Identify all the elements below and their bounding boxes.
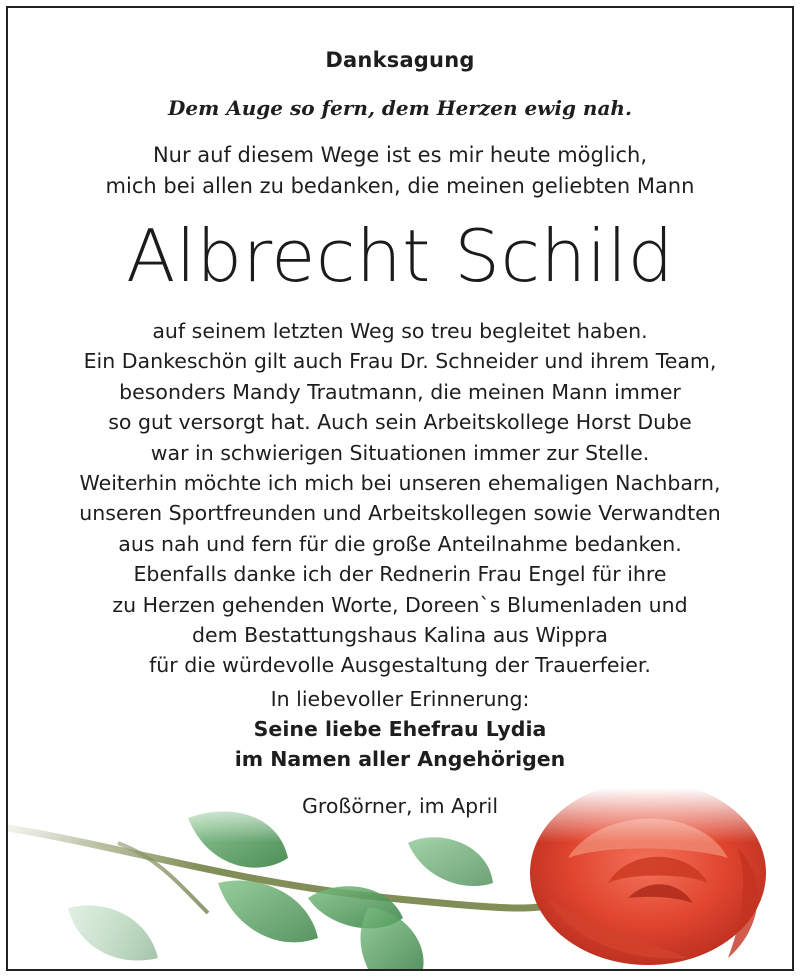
- body-line: besonders Mandy Trautmann, die meinen Mann immer: [119, 379, 681, 404]
- family-line: im Namen aller Angehörigen: [234, 747, 566, 771]
- place-date: Großörner, im April: [301, 794, 499, 818]
- thank-you-text: [8, 316, 792, 681]
- body-line: so gut versorgt hat. Auch sein Arbeitskollege Horst Dube: [108, 410, 692, 435]
- body-line: für die würdevolle Ausgestaltung der Trauerfeier.: [149, 653, 651, 678]
- body-line: Weiterhin möchte ich mich bei unseren ehemaligen Nachbarn,: [79, 471, 721, 496]
- deceased-name: Albrecht Schild: [126, 214, 674, 298]
- notice-motto: Dem Auge so fern, dem Herzen ewig nah.: [168, 96, 632, 120]
- body-line: war in schwierigen Situationen immer zur Stelle.: [150, 440, 650, 465]
- body-line: dem Bestattungshaus Kalina aus Wippra: [192, 623, 608, 648]
- remembrance-line: In liebevoller Erinnerung:: [270, 687, 530, 711]
- body-line: Ein Dankeschön gilt auch Frau Dr. Schneider und ihrem Team,: [83, 349, 717, 374]
- intro-line: mich bei allen zu bedanken, die meinen geliebten Mann: [105, 174, 695, 198]
- intro-text: [8, 140, 792, 202]
- body-line: zu Herzen gehenden Worte, Doreen`s Blumenladen und: [112, 592, 688, 617]
- obituary-notice: [6, 6, 794, 971]
- body-line: auf seinem letzten Weg so treu begleitet haben.: [152, 319, 648, 343]
- closing-block: [8, 684, 792, 774]
- notice-heading: Danksagung: [325, 48, 475, 72]
- body-line: aus nah und fern für die große Anteilnahme bedanken.: [118, 531, 682, 556]
- intro-line: Nur auf diesem Wege ist es mir heute möglich,: [152, 143, 648, 167]
- body-line: Ebenfalls danke ich der Rednerin Frau Engel für ihre: [133, 562, 667, 587]
- body-line: unseren Sportfreunden und Arbeitskollegen sowie Verwandten: [79, 501, 721, 526]
- signer-line: Seine liebe Ehefrau Lydia: [253, 717, 547, 741]
